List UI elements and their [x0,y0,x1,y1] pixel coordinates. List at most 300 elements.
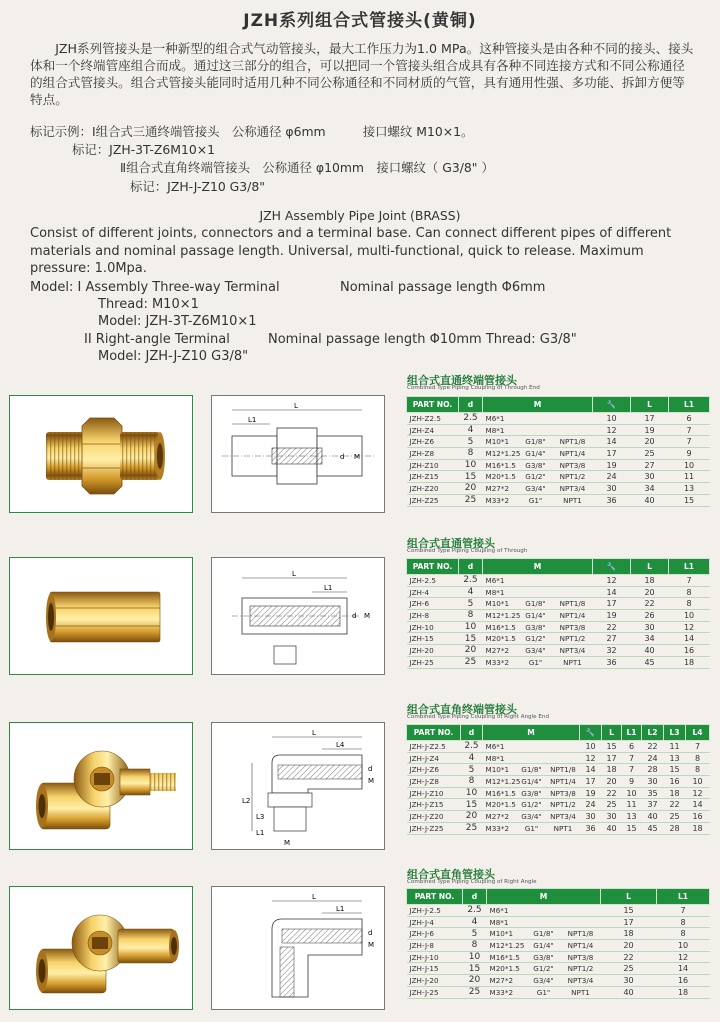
col-d: d [461,725,483,741]
table-cell: JZH-2.5 [407,575,459,587]
table-cell: G1/2" [527,963,561,975]
table-cell: JZH-J-8 [407,940,463,952]
table-cell: NPT1/8 [553,436,593,448]
table-cell: NPT3/8 [553,459,593,471]
table-cell: 9 [622,776,642,788]
table-row [407,483,710,495]
table-cell: 27 [631,459,669,471]
table-cell: 22 [602,787,622,799]
table-row [407,752,710,764]
table-cell [517,752,547,764]
en-title: JZH Assembly Pipe Joint (BRASS) [259,208,461,223]
dim-L: L [312,893,316,901]
table-cell: NPT1/2 [553,471,593,483]
table-cell: 8 [459,448,483,460]
col-l: L [602,725,622,741]
table-cell [547,752,580,764]
table-cell: NPT1/8 [561,928,601,940]
table-cell: 45 [642,822,664,834]
table-cell [517,741,547,753]
table-cell: JZH-J-Z15 [407,799,461,811]
table-cell: 25 [664,811,686,823]
table-cell [519,424,553,436]
table-cell: NPT1 [547,822,580,834]
table-cell: NPT1/4 [553,610,593,622]
table-cell: NPT1/4 [561,940,601,952]
example-zh-line3: Ⅱ组合式直角终端管接头 公称通径 φ10mm 接口螺纹（ G3/8" ） [120,160,494,175]
dim-L1: L1 [336,905,345,913]
col-part-no: PART NO. [407,725,461,741]
table-cell: M33*2 [483,822,517,834]
product-photo-right-angle-end [9,722,193,850]
table-cell: 8 [686,752,710,764]
table-body [407,575,710,669]
model-en-line3: Model: JZH-3T-Z6M10×1 [98,314,257,329]
table-cell: 20 [601,940,657,952]
table-cell [519,586,553,598]
dim-L3: L3 [256,813,265,821]
table-cell: 36 [593,494,631,506]
table-cell [519,413,553,425]
table-row [407,459,710,471]
table-cell: 7 [686,741,710,753]
table-cell: 32 [593,645,631,657]
table-cell: M6*1 [483,741,517,753]
table-cell: M16*1.5 [483,459,519,471]
table-cell: 17 [593,448,631,460]
table-cell: JZH-4 [407,586,459,598]
table-cell: 13 [664,752,686,764]
table-cell: M16*1.5 [487,951,527,963]
table-cell: NPT1 [561,986,601,998]
table-cell: M10*1 [483,436,519,448]
dim-L: L [294,402,298,410]
table-cell: JZH-15 [407,633,459,645]
table-cell: JZH-J-2.5 [407,905,463,917]
table-cell: JZH-6 [407,598,459,610]
table-cell: 40 [631,494,669,506]
table-row [407,436,710,448]
table-cell: 12 [593,575,631,587]
table-cell: 4 [459,586,483,598]
table-cell: 16 [657,975,710,987]
table-cell: NPT3/8 [553,621,593,633]
table-cell: 2.5 [459,413,483,425]
table-cell: 16 [664,776,686,788]
table-cell: 40 [631,645,669,657]
col-l4: L4 [686,725,710,741]
table-cell: 12 [669,621,710,633]
table-row [407,764,710,776]
dim-L2: L2 [242,797,251,805]
table-cell: G1" [527,986,561,998]
table-cell: 7 [669,424,710,436]
table-cell: 7 [669,575,710,587]
table-cell: 4 [461,752,483,764]
table-cell: JZH-J-6 [407,928,463,940]
table-row [407,975,710,987]
table-cell [519,575,553,587]
dim-d: d [352,612,357,620]
table-subtitle-through: Combined Type Piping Coupling of Through [407,548,528,554]
table-row [407,448,710,460]
table-cell: 15 [463,963,487,975]
table-cell: JZH-J-Z20 [407,811,461,823]
table-cell: 30 [602,811,622,823]
table-cell: 36 [580,822,602,834]
table-cell: M6*1 [483,413,519,425]
table-cell: M27*2 [483,483,519,495]
table-cell: 22 [593,621,631,633]
table-cell: G3/8" [527,951,561,963]
table-cell [561,905,601,917]
table-cell: 10 [593,413,631,425]
drawing-right-angle [211,886,385,1010]
dim-M: M [368,941,375,949]
table-header [407,397,710,413]
drawing-through [211,557,385,675]
table-cell: 14 [593,586,631,598]
table-cell: 8 [461,776,483,788]
table-cell: 12 [686,787,710,799]
table-cell: JZH-J-Z2.5 [407,741,461,753]
table-row [407,494,710,506]
table-row [407,586,710,598]
table-cell: G1/2" [519,633,553,645]
table-cell: 14 [593,436,631,448]
table-cell: 17 [601,916,657,928]
table-cell: G1/8" [517,764,547,776]
table-subtitle-right-angle: Combined Type Piping Coupling of Right Angle [407,879,537,885]
table-cell: G1" [519,656,553,668]
table-cell: 15 [602,741,622,753]
table-cell: JZH-J-Z8 [407,776,461,788]
table-cell: 8 [463,940,487,952]
model-en-line5: Model: JZH-J-Z10 G3/8" [98,349,249,364]
example-zh-line2: 标记：JZH-3T-Z6M10×1 [72,142,215,157]
table-cell: JZH-J-15 [407,963,463,975]
table-body [407,413,710,507]
table-row [407,799,710,811]
table-cell: 30 [580,811,602,823]
table-cell: G1/4" [527,940,561,952]
table-cell: G3/4" [517,811,547,823]
table-cell: 34 [631,483,669,495]
table-cell: 10 [657,940,710,952]
table-cell: 4 [459,424,483,436]
table-title-through: 组合式直通管接头 [407,537,495,550]
table-body [407,741,710,835]
table-cell: JZH-Z2.5 [407,413,459,425]
table-row [407,916,710,928]
table-cell: G1" [517,822,547,834]
table-cell: 24 [593,471,631,483]
table-cell: 8 [657,916,710,928]
table-cell: M33*2 [483,656,519,668]
table-cell: M12*1.25 [483,610,519,622]
table-cell: 17 [631,413,669,425]
table-cell: NPT3/8 [561,951,601,963]
table-cell: M6*1 [483,575,519,587]
table-cell: JZH-J-Z10 [407,787,461,799]
table-subtitle-right-angle-end: Combined Type Piping Coupling of Right Angle End [407,714,550,720]
table-cell: M20*1.5 [483,471,519,483]
table-cell: 30 [642,776,664,788]
spec-table-right-angle-end [406,724,710,835]
table-cell: M6*1 [487,905,527,917]
table-row [407,621,710,633]
col-d: d [459,559,483,575]
col-l2: L2 [642,725,664,741]
dim-L1: L1 [256,829,265,837]
model-en-line2: Thread: M10×1 [98,297,199,312]
table-row [407,741,710,753]
table-cell: JZH-20 [407,645,459,657]
table-cell: 7 [657,905,710,917]
table-cell: JZH-8 [407,610,459,622]
model-en-line1a: Model: I Assembly Three-way Terminal [30,280,280,295]
table-cell: 36 [593,656,631,668]
table-row [407,645,710,657]
table-cell: G3/8" [519,459,553,471]
wrench-icon: 🔧 [580,725,602,741]
table-cell: 13 [622,811,642,823]
col-l1: L1 [669,559,710,575]
table-cell: G1" [519,494,553,506]
table-cell: 2.5 [459,575,483,587]
table-cell: JZH-Z8 [407,448,459,460]
table-cell: G1/8" [527,928,561,940]
table-row [407,413,710,425]
table-cell [553,424,593,436]
table-cell: JZH-Z10 [407,459,459,471]
table-body [407,905,710,999]
table-cell: JZH-J-Z6 [407,764,461,776]
table-cell: M10*1 [483,598,519,610]
table-cell: M8*1 [483,586,519,598]
table-cell: G1/4" [517,776,547,788]
table-cell: 22 [601,951,657,963]
table-cell: 18 [631,575,669,587]
table-cell: M8*1 [483,752,517,764]
table-cell: NPT3/4 [561,975,601,987]
col-m: M [487,889,601,905]
table-cell: NPT1/4 [553,448,593,460]
col-l: L [601,889,657,905]
table-cell: 8 [669,586,710,598]
spec-table-through-end [406,396,710,507]
table-cell: G1/2" [519,471,553,483]
table-row [407,598,710,610]
table-cell: 7 [669,436,710,448]
col-part-no: PART NO. [407,397,459,413]
table-cell: M16*1.5 [483,621,519,633]
table-cell: NPT1/4 [547,776,580,788]
table-cell: 10 [459,621,483,633]
table-cell: 7 [622,752,642,764]
table-cell: M8*1 [487,916,527,928]
table-cell: 28 [642,764,664,776]
table-cell: 20 [602,776,622,788]
table-cell: 12 [593,424,631,436]
table-header [407,725,710,741]
table-cell: 18 [664,787,686,799]
table-title-through-end: 组合式直通终端管接头 [407,374,517,387]
table-cell: 25 [463,986,487,998]
table-row [407,610,710,622]
table-cell: 8 [657,928,710,940]
table-cell: JZH-J-10 [407,951,463,963]
table-cell: 18 [601,928,657,940]
table-cell: 10 [459,459,483,471]
drawing-right-angle-end [211,722,385,850]
table-cell: 24 [642,752,664,764]
model-en-line4b: Nominal passage length Φ10mm Thread: G3/8" [268,332,577,347]
table-cell: 14 [686,799,710,811]
col-l1: L1 [669,397,710,413]
table-cell: G1/8" [519,598,553,610]
table-cell: 10 [669,610,710,622]
table-cell: NPT1/8 [547,764,580,776]
table-cell: NPT1/2 [561,963,601,975]
product-photo-through-end [9,395,193,513]
table-cell: 5 [459,436,483,448]
wrench-icon: 🔧 [593,559,631,575]
table-cell: 12 [657,951,710,963]
intro-zh: JZH系列管接头是一种新型的组合式气动管接头，最大工作压力为1.0 MPa。这种管接头是由各种不同的接头、接头体和一个终端管座组合而成。通过这三部分的组合，可以把同一个管接头组合成具有各种不同连接方式和不同公称通径的组合式管接头。组合式管接头能同时适用几种不同公称通径和不同材质的气管，具有通用性强、多功能、拆卸方便等特点。 [30,41,694,107]
table-cell: JZH-J-20 [407,975,463,987]
spec-table-through [406,558,710,669]
table-cell: NPT3/4 [553,645,593,657]
table-cell: 24 [580,799,602,811]
table-cell: NPT3/4 [547,811,580,823]
table-cell: NPT3/4 [553,483,593,495]
table-cell: M8*1 [483,424,519,436]
table-cell [553,575,593,587]
table-cell: 6 [669,413,710,425]
table-row [407,424,710,436]
table-cell: M12*1.25 [483,776,517,788]
table-cell: M20*1.5 [483,633,519,645]
table-cell: 16 [686,811,710,823]
table-cell: JZH-J-Z25 [407,822,461,834]
table-cell: M27*2 [487,975,527,987]
col-l1: L1 [622,725,642,741]
table-row [407,471,710,483]
table-cell: 27 [593,633,631,645]
table-cell: 22 [642,741,664,753]
table-cell: JZH-J-25 [407,986,463,998]
table-cell: 8 [669,598,710,610]
table-cell: JZH-J-4 [407,916,463,928]
table-cell: NPT1 [553,494,593,506]
table-cell: 19 [593,610,631,622]
table-cell: 2.5 [461,741,483,753]
table-cell: 20 [463,975,487,987]
table-cell: 9 [669,448,710,460]
table-cell: 15 [669,494,710,506]
table-cell: 14 [657,963,710,975]
table-cell: G1/8" [519,436,553,448]
table-cell: 18 [602,764,622,776]
dim-L1: L1 [248,416,257,424]
table-cell: NPT1/2 [547,799,580,811]
table-cell: JZH-10 [407,621,459,633]
dim-L: L [292,570,296,578]
example-zh-line4: 标记：JZH-J-Z10 G3/8" [130,179,265,194]
table-row [407,575,710,587]
table-cell [553,413,593,425]
table-title-right-angle: 组合式直角管接头 [407,868,495,881]
dim-L4: L4 [336,741,345,749]
table-cell: 10 [580,741,602,753]
table-cell: 25 [461,822,483,834]
table-cell: 15 [461,799,483,811]
table-cell: 7 [622,764,642,776]
table-cell: 30 [631,471,669,483]
table-cell: NPT1/2 [553,633,593,645]
table-cell [561,916,601,928]
table-cell: JZH-25 [407,656,459,668]
table-cell: 16 [669,645,710,657]
table-cell: G1/4" [519,610,553,622]
table-cell: 35 [642,787,664,799]
table-row [407,776,710,788]
table-row [407,928,710,940]
table-cell: M10*1 [487,928,527,940]
col-part-no: PART NO. [407,889,463,905]
dim-M: M [364,612,371,620]
table-cell: 20 [631,436,669,448]
table-cell: 14 [669,633,710,645]
table-cell: JZH-Z15 [407,471,459,483]
table-cell: JZH-J-Z4 [407,752,461,764]
table-cell: 26 [631,610,669,622]
col-m: M [483,559,593,575]
table-cell: G1/2" [517,799,547,811]
col-m: M [483,397,593,413]
table-row [407,951,710,963]
table-cell: 25 [459,494,483,506]
dim-d: d [368,765,373,773]
dim-L: L [312,729,316,737]
col-d: d [463,889,487,905]
dim-M: M [368,777,375,785]
table-cell: M33*2 [483,494,519,506]
dim-M-bottom: M [284,839,291,847]
table-cell: 20 [459,483,483,495]
product-photo-right-angle [9,886,193,1010]
table-cell: 15 [459,471,483,483]
col-part-no: PART NO. [407,559,459,575]
table-cell: 25 [459,656,483,668]
table-cell: 15 [459,633,483,645]
page-title: JZH系列组合式管接头(黄铜) [243,11,477,31]
product-photo-through [9,557,193,675]
table-cell: G3/4" [519,645,553,657]
table-cell: 22 [631,598,669,610]
table-cell: 19 [631,424,669,436]
table-cell: 8 [686,764,710,776]
table-cell: 12 [580,752,602,764]
table-cell: 11 [664,741,686,753]
table-cell: NPT1/8 [553,598,593,610]
table-cell: 18 [657,986,710,998]
table-row [407,633,710,645]
table-cell: JZH-Z25 [407,494,459,506]
table-cell: 20 [461,811,483,823]
table-cell: 34 [631,633,669,645]
